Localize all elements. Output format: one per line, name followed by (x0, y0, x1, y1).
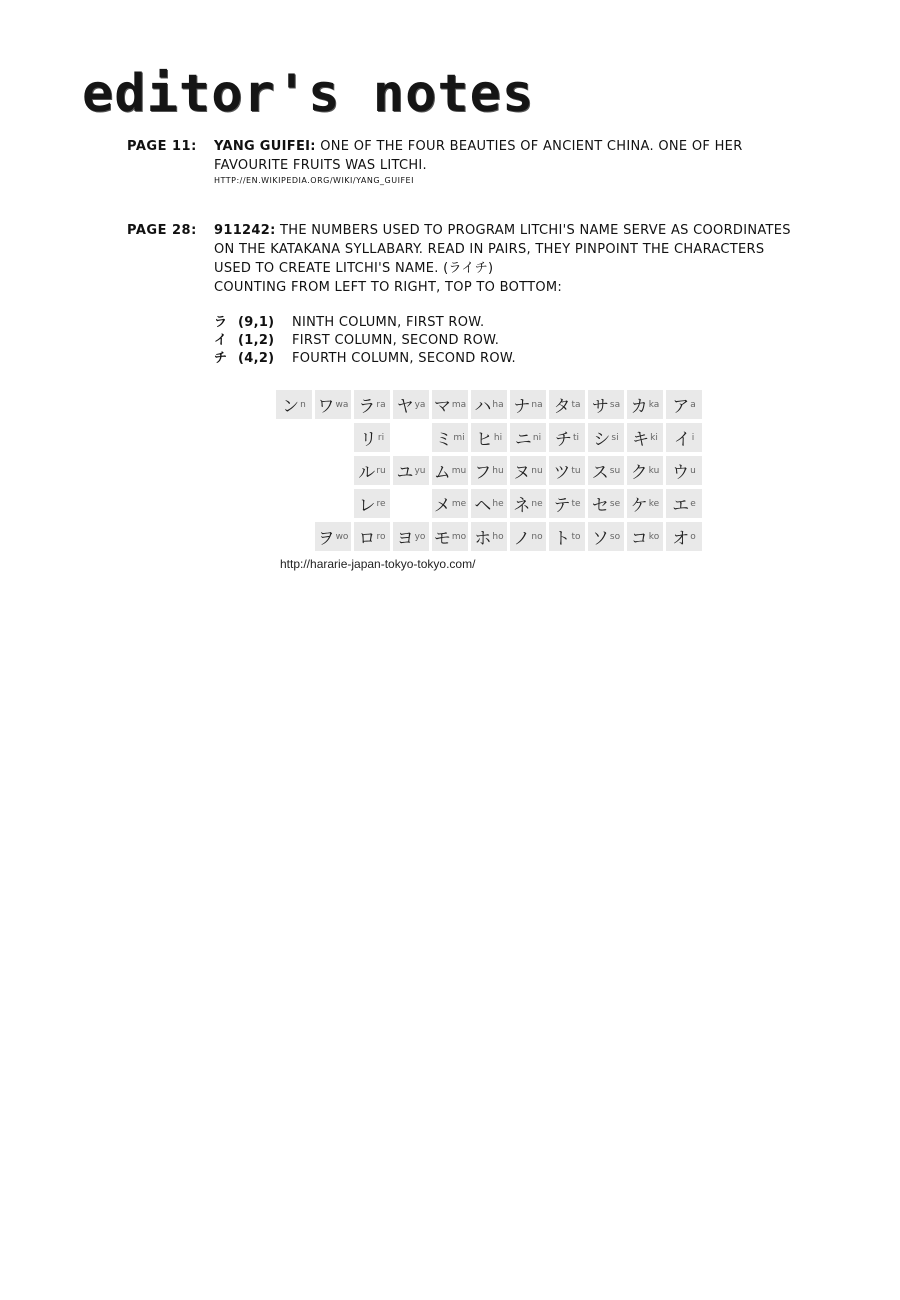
kana-character: ワ (317, 397, 335, 417)
kana-romaji: u (690, 465, 696, 476)
kana-romaji: mu (451, 465, 467, 476)
kana-character: マ (433, 397, 451, 417)
note-text-line: FAVOURITE FRUITS WAS LITCHI. (214, 158, 427, 173)
kana-cell (432, 423, 468, 452)
kana-character: テ (553, 496, 571, 516)
kana-cell-empty (276, 489, 312, 518)
kana-romaji: ne (531, 498, 543, 509)
kana-romaji: se (609, 498, 621, 509)
legend-row (214, 350, 516, 368)
kana-character: ヤ (396, 397, 414, 417)
legend-description: FIRST COLUMN, SECOND ROW. (292, 333, 500, 348)
kana-romaji: wo (335, 531, 349, 542)
kana-character: ハ (474, 397, 492, 417)
kana-romaji: ru (376, 465, 386, 476)
kana-cell (354, 489, 390, 518)
kana-cell (510, 423, 546, 452)
legend-description: NINTH COLUMN, FIRST ROW. (292, 315, 485, 330)
kana-cell (432, 390, 468, 419)
katakana-grid (276, 390, 702, 551)
kana-cell (510, 390, 546, 419)
kana-romaji: no (531, 531, 543, 542)
kana-cell (510, 456, 546, 485)
kana-cell (315, 390, 351, 419)
kana-character: フ (474, 463, 492, 483)
kana-cell (471, 489, 507, 518)
kana-character: カ (630, 397, 648, 417)
note-text-line: COUNTING FROM LEFT TO RIGHT, TOP TO BOTTOM: (214, 280, 563, 295)
kana-character: セ (591, 496, 609, 516)
kana-romaji: tu (571, 465, 581, 476)
kana-romaji: me (451, 498, 467, 509)
kana-cell (315, 522, 351, 551)
note-text-line: USED TO CREATE LITCHI'S NAME. (ライチ) (214, 261, 494, 276)
kana-romaji: n (300, 399, 306, 410)
kana-romaji: ko (648, 531, 660, 542)
kana-romaji: ma (451, 399, 467, 410)
kana-character: チ (554, 430, 572, 450)
kana-character: ノ (513, 529, 531, 549)
kana-romaji: wa (335, 399, 349, 410)
legend-kana: ラ (214, 315, 228, 330)
kana-cell (627, 522, 663, 551)
kana-character: ム (433, 463, 451, 483)
kana-character: ト (553, 529, 571, 549)
kana-romaji: ku (648, 465, 660, 476)
kana-character: ユ (396, 463, 414, 483)
legend-kana: イ (214, 333, 228, 348)
kana-romaji: yo (414, 531, 426, 542)
kana-character: ネ (513, 496, 531, 516)
note-heading: 911242: (214, 223, 276, 238)
kana-cell (549, 522, 585, 551)
kana-cell (666, 423, 702, 452)
kana-romaji: i (691, 432, 695, 443)
kana-cell (549, 456, 585, 485)
kana-cell (354, 423, 390, 452)
kana-character: ラ (358, 397, 376, 417)
kana-cell (354, 456, 390, 485)
kana-cell-empty (276, 423, 312, 452)
kana-cell (627, 456, 663, 485)
kana-character: ス (591, 463, 609, 483)
kana-romaji: ni (532, 432, 542, 443)
kana-character: キ (632, 430, 650, 450)
kana-romaji: ki (650, 432, 658, 443)
katakana-chart (276, 390, 702, 571)
kana-cell (432, 456, 468, 485)
page-title: editor's notes (82, 64, 535, 124)
kana-character: シ (593, 430, 611, 450)
kana-romaji: te (571, 498, 581, 509)
kana-cell (276, 390, 312, 419)
kana-cell (666, 522, 702, 551)
kana-character: ア (672, 397, 690, 417)
kana-romaji: ro (376, 531, 386, 542)
kana-romaji: o (690, 531, 696, 542)
legend-coordinate: (9,1) (238, 315, 275, 330)
kana-cell (588, 423, 624, 452)
kana-romaji: mo (451, 531, 467, 542)
kana-romaji: so (609, 531, 621, 542)
kana-romaji: yu (414, 465, 426, 476)
kana-character: ソ (591, 529, 609, 549)
legend-coordinate: (4,2) (238, 351, 275, 366)
kana-character: ケ (630, 496, 648, 516)
kana-character: ミ (435, 430, 453, 450)
kana-romaji: nu (531, 465, 543, 476)
kana-character: ニ (514, 430, 532, 450)
note-text-line: ON THE KATAKANA SYLLABARY. READ IN PAIRS, THEY PINPOINT THE CHARACTERS (214, 242, 765, 257)
kana-romaji: hi (493, 432, 503, 443)
note-body (214, 221, 854, 297)
kana-romaji: e (690, 498, 696, 509)
kana-character: ロ (358, 529, 376, 549)
kana-romaji: ke (648, 498, 660, 509)
coordinate-legend (214, 314, 516, 368)
kana-character: ツ (553, 463, 571, 483)
kana-romaji: ha (492, 399, 504, 410)
kana-character: ヲ (317, 529, 335, 549)
kana-character: コ (630, 529, 648, 549)
kana-cell (666, 390, 702, 419)
kana-romaji: ho (492, 531, 504, 542)
kana-romaji: to (571, 531, 581, 542)
kana-character: エ (672, 496, 690, 516)
kana-cell (510, 522, 546, 551)
kana-character: リ (359, 430, 377, 450)
kana-character: イ (673, 430, 691, 450)
note-body (214, 137, 854, 187)
kana-cell (393, 456, 429, 485)
kana-cell-empty (393, 423, 429, 452)
kana-cell (627, 390, 663, 419)
note-page-label: PAGE 28: (127, 223, 197, 238)
kana-cell (510, 489, 546, 518)
kana-character: ン (282, 397, 300, 417)
kana-character: レ (358, 496, 376, 516)
kana-cell-empty (315, 489, 351, 518)
kana-cell (432, 489, 468, 518)
kana-character: タ (553, 397, 571, 417)
kana-cell (588, 489, 624, 518)
kana-cell (666, 489, 702, 518)
kana-romaji: ka (648, 399, 660, 410)
note-page-label: PAGE 11: (127, 139, 197, 154)
note-text-line: ONE OF THE FOUR BEAUTIES OF ANCIENT CHINA. ONE OF HER (320, 139, 743, 154)
kana-romaji: su (609, 465, 621, 476)
note-heading: YANG GUIFEI: (214, 139, 316, 154)
kana-character: オ (672, 529, 690, 549)
kana-cell (627, 489, 663, 518)
kana-cell (471, 423, 507, 452)
kana-cell (627, 423, 663, 452)
legend-kana: チ (214, 351, 228, 366)
kana-character: ホ (474, 529, 492, 549)
kana-romaji: na (531, 399, 543, 410)
kana-cell-empty (276, 522, 312, 551)
kana-romaji: si (611, 432, 619, 443)
kana-character: ヒ (475, 430, 493, 450)
kana-romaji: a (690, 399, 696, 410)
kana-cell (549, 390, 585, 419)
legend-coordinate: (1,2) (238, 333, 275, 348)
kana-cell (471, 456, 507, 485)
kana-romaji: hu (492, 465, 504, 476)
kana-cell (354, 522, 390, 551)
legend-row (214, 332, 516, 350)
kana-character: ク (630, 463, 648, 483)
kana-romaji: ri (377, 432, 385, 443)
kana-character: ヘ (474, 496, 492, 516)
kana-cell-empty (315, 456, 351, 485)
kana-cell (471, 522, 507, 551)
kana-cell (588, 456, 624, 485)
legend-row (214, 314, 516, 332)
kana-character: ウ (672, 463, 690, 483)
kana-romaji: re (376, 498, 386, 509)
kana-character: ヨ (396, 529, 414, 549)
note-text-line: THE NUMBERS USED TO PROGRAM LITCHI'S NAME SERVE AS COORDINATES (280, 223, 791, 238)
kana-character: サ (591, 397, 609, 417)
kana-character: メ (433, 496, 451, 516)
kana-romaji: mi (453, 432, 465, 443)
legend-description: FOURTH COLUMN, SECOND ROW. (292, 351, 516, 366)
kana-character: モ (433, 529, 451, 549)
kana-cell (549, 423, 585, 452)
kana-cell (393, 522, 429, 551)
kana-character: ナ (513, 397, 531, 417)
kana-cell-empty (276, 456, 312, 485)
kana-character: ル (358, 463, 376, 483)
kana-cell-empty (393, 489, 429, 518)
note-url-link[interactable]: HTTP://EN.WIKIPEDIA.ORG/WIKI/YANG_GUIFEI (214, 176, 414, 185)
kana-cell (588, 522, 624, 551)
kana-cell (471, 390, 507, 419)
chart-source-url[interactable]: http://hararie-japan-tokyo-tokyo.com/ (280, 557, 476, 571)
kana-cell (354, 390, 390, 419)
kana-cell (666, 456, 702, 485)
kana-romaji: sa (609, 399, 621, 410)
kana-romaji: ra (376, 399, 386, 410)
kana-cell (393, 390, 429, 419)
kana-romaji: he (492, 498, 504, 509)
kana-character: ヌ (513, 463, 531, 483)
kana-cell-empty (315, 423, 351, 452)
kana-cell (549, 489, 585, 518)
kana-romaji: ta (571, 399, 581, 410)
kana-cell (588, 390, 624, 419)
kana-romaji: ya (414, 399, 426, 410)
kana-cell (432, 522, 468, 551)
kana-romaji: ti (572, 432, 580, 443)
